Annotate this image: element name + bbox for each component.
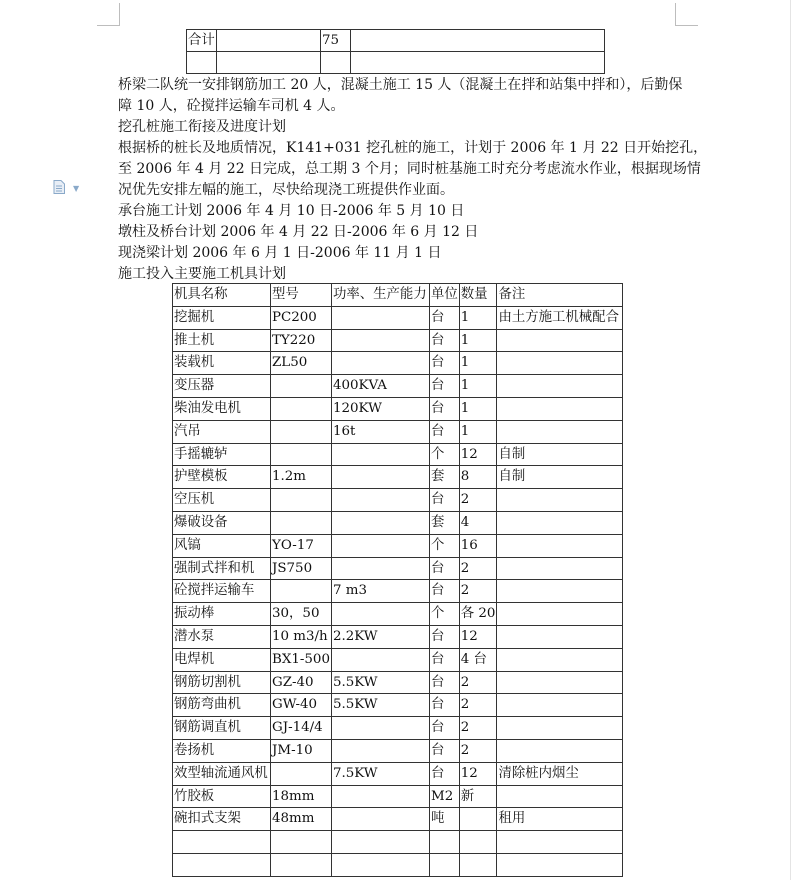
table-cell: 10 m3/h [271,625,332,648]
table-cell [271,397,332,420]
table-row [173,785,623,808]
table-row [187,52,605,74]
table-row [173,557,623,580]
table-cell: 卷扬机 [173,739,271,762]
table-cell: 手摇辘轳 [173,443,271,466]
table-cell [173,831,271,854]
table-cell [497,648,623,671]
table-row [173,625,623,648]
table-cell: 120KW [331,397,429,420]
table-cell: 18mm [271,785,332,808]
table-cell: 2 [459,694,497,717]
table-header-row [173,284,623,307]
table-cell [497,329,623,352]
table-cell [331,352,429,375]
table-cell: 吨 [429,808,459,831]
table-cell: 30，50 [271,603,332,626]
table-cell: BX1-500 [271,648,332,671]
table-cell [497,785,623,808]
table-cell [459,853,497,876]
summary-table [186,29,605,74]
table-cell: 柴油发电机 [173,397,271,420]
table-cell [331,306,429,329]
table-row [173,397,623,420]
table-cell: 由土方施工机械配合 [497,306,623,329]
table-cell: 推土机 [173,329,271,352]
table-cell: 电焊机 [173,648,271,671]
table-row [173,375,623,398]
table-cell: PC200 [271,306,332,329]
table-row [173,329,623,352]
table-cell [331,443,429,466]
table-cell: 5.5KW [331,694,429,717]
page-edge-line [790,0,791,880]
table-row [173,443,623,466]
table-cell: 潜水泵 [173,625,271,648]
table-cell [459,831,497,854]
table-cell: 变压器 [173,375,271,398]
table-cell: 400KVA [331,375,429,398]
table-cell [497,694,623,717]
table-cell: 7.5KW [331,762,429,785]
table-cell: ZL50 [271,352,332,375]
table-cell: 合计 [187,30,217,52]
paragraph-line: 桥梁二队统一安排钢筋加工 20 人，混凝土施工 15 人（混凝土在拌和站集中拌和），后勤保 [118,77,683,93]
chevron-down-icon[interactable]: ▼ [73,184,80,193]
table-cell: 个 [429,534,459,557]
section-heading: 挖孔桩施工衔接及进度计划 [118,119,286,135]
table-cell: 自制 [497,443,623,466]
table-cell: 新 [459,785,497,808]
table-cell: 1 [459,420,497,443]
table-cell: 清除桩内烟尘 [497,762,623,785]
table-cell [497,375,623,398]
table-cell: 个 [429,443,459,466]
table-cell: GJ-14/4 [271,717,332,740]
table-cell [497,580,623,603]
table-cell [497,352,623,375]
column-header: 机具名称 [173,284,271,307]
table-cell: 1 [459,375,497,398]
table-cell: 砼搅拌运输车 [173,580,271,603]
table-cell [429,853,459,876]
table-cell: 护壁模板 [173,466,271,489]
column-header: 功率、生产能力 [331,284,429,307]
table-cell [271,831,332,854]
table-cell: 12 [459,762,497,785]
table-cell: 台 [429,762,459,785]
table-cell: YO-17 [271,534,332,557]
table-cell [331,466,429,489]
table-cell [331,603,429,626]
table-cell [497,671,623,694]
table-cell: 爆破设备 [173,511,271,534]
table-cell [497,489,623,512]
table-cell [331,557,429,580]
page-corner-mark-left [97,3,120,26]
table-cell [187,52,217,74]
table-row [173,511,623,534]
table-row [173,648,623,671]
table-cell: 台 [429,489,459,512]
table-cell: 2.2KW [331,625,429,648]
table-cell: 75 [321,30,351,52]
table-cell: 台 [429,329,459,352]
column-header: 备注 [497,284,623,307]
table-row [173,739,623,762]
table-cell [497,831,623,854]
table-cell [497,420,623,443]
table-cell [331,329,429,352]
table-cell: 16t [331,420,429,443]
table-cell [271,420,332,443]
table-cell: 个 [429,603,459,626]
table-cell [321,52,351,74]
equipment-table [172,283,623,877]
table-cell: 空压机 [173,489,271,512]
table-row [173,352,623,375]
schedule-line: 现浇梁计划 2006 年 6 月 1 日-2006 年 11 月 1 日 [118,245,442,261]
table-cell [271,762,332,785]
table-cell [271,375,332,398]
table-cell: 48mm [271,808,332,831]
table-cell [459,808,497,831]
table-cell: 自制 [497,466,623,489]
table-row [173,671,623,694]
table-cell [173,853,271,876]
table-cell: 竹胶板 [173,785,271,808]
table-cell: 套 [429,511,459,534]
table-cell: M2 [429,785,459,808]
paragraph-line: 障 10 人，砼搅拌运输车司机 4 人。 [118,98,345,114]
table-cell [497,717,623,740]
table-cell: 租用 [497,808,623,831]
table-cell: 台 [429,420,459,443]
table-row [173,808,623,831]
table-cell: 4 [459,511,497,534]
table-cell: 台 [429,625,459,648]
table-cell [271,489,332,512]
table-cell [271,443,332,466]
table-cell: 台 [429,557,459,580]
table-cell [331,853,429,876]
table-cell [331,717,429,740]
table-row [173,580,623,603]
table-cell [497,603,623,626]
table-row [187,30,605,52]
table-cell [271,580,332,603]
table-cell [331,511,429,534]
page-corner-mark-right [675,3,698,26]
table-cell [351,52,605,74]
column-header: 型号 [271,284,332,307]
table-cell [497,511,623,534]
table-cell [497,853,623,876]
table-cell [217,30,321,52]
table-cell: 1.2m [271,466,332,489]
table-cell: 钢筋弯曲机 [173,694,271,717]
table-cell: 台 [429,306,459,329]
table-cell [331,534,429,557]
document-options-icon[interactable] [53,180,65,194]
table-cell: 2 [459,557,497,580]
paragraph-line: 根据桥的桩长及地质情况，K141+031 挖孔桩的施工，计划于 2006 年 1 月 22 日开始挖孔， [118,140,708,156]
table-cell: 7 m3 [331,580,429,603]
table-cell: 强制式拌和机 [173,557,271,580]
table-cell [217,52,321,74]
table-cell: 台 [429,352,459,375]
table-cell [497,557,623,580]
table-row [173,534,623,557]
table-cell: 碗扣式支架 [173,808,271,831]
table-cell: 台 [429,375,459,398]
table-cell: 1 [459,352,497,375]
table-cell: 钢筋调直机 [173,717,271,740]
table-cell [331,831,429,854]
table-cell [271,511,332,534]
table-row [173,603,623,626]
table-cell: 1 [459,329,497,352]
table-cell: 挖掘机 [173,306,271,329]
table-cell [351,30,605,52]
table-cell [331,489,429,512]
table-cell: TY220 [271,329,332,352]
table-cell [429,831,459,854]
table-cell [331,785,429,808]
schedule-line: 墩柱及桥台计划 2006 年 4 月 22 日-2006 年 6 月 12 日 [118,224,479,240]
table-cell: 台 [429,717,459,740]
table-cell: 风镐 [173,534,271,557]
table-cell: 2 [459,580,497,603]
table-cell: 16 [459,534,497,557]
table-cell [497,625,623,648]
table-cell: 1 [459,306,497,329]
table-cell: 钢筋切割机 [173,671,271,694]
table-cell: 2 [459,489,497,512]
table-cell: 台 [429,694,459,717]
table-cell: 12 [459,443,497,466]
table-cell: 8 [459,466,497,489]
table-cell: 4 台 [459,648,497,671]
table-cell [497,397,623,420]
table-cell: 效型轴流通风机 [173,762,271,785]
table-cell: GZ-40 [271,671,332,694]
table-cell: 台 [429,671,459,694]
table-cell: 2 [459,717,497,740]
table-cell [497,534,623,557]
table-cell: 台 [429,739,459,762]
table-cell: JM-10 [271,739,332,762]
paragraph-line: 至 2006 年 4 月 22 日完成，总工期 3 个月；同时桩基施工时充分考虑流水作业，根据现场情 [118,161,701,177]
table-cell: 各 20 [459,603,497,626]
table-cell [331,739,429,762]
schedule-line: 承台施工计划 2006 年 4 月 10 日-2006 年 5 月 10 日 [118,203,465,219]
table-cell [497,739,623,762]
section-heading: 施工投入主要施工机具计划 [118,266,286,282]
table-cell: 12 [459,625,497,648]
table-cell: JS750 [271,557,332,580]
column-header: 单位 [429,284,459,307]
table-cell [331,648,429,671]
table-cell: 台 [429,580,459,603]
paragraph-line: 况优先安排左幅的施工，尽快给现浇工班提供作业面。 [118,182,454,198]
table-row [173,717,623,740]
table-row [173,306,623,329]
table-row [173,762,623,785]
table-cell: 振动棒 [173,603,271,626]
table-row [173,466,623,489]
table-row [173,420,623,443]
table-cell: 套 [429,466,459,489]
table-cell: 2 [459,739,497,762]
table-cell: 1 [459,397,497,420]
table-row [173,489,623,512]
table-cell: 2 [459,671,497,694]
table-cell: GW-40 [271,694,332,717]
column-header: 数量 [459,284,497,307]
table-cell: 装载机 [173,352,271,375]
table-row [173,853,623,876]
table-cell [331,808,429,831]
table-row [173,831,623,854]
table-cell [271,853,332,876]
table-cell: 台 [429,397,459,420]
table-cell: 汽吊 [173,420,271,443]
table-row [173,694,623,717]
table-cell: 台 [429,648,459,671]
table-cell: 5.5KW [331,671,429,694]
